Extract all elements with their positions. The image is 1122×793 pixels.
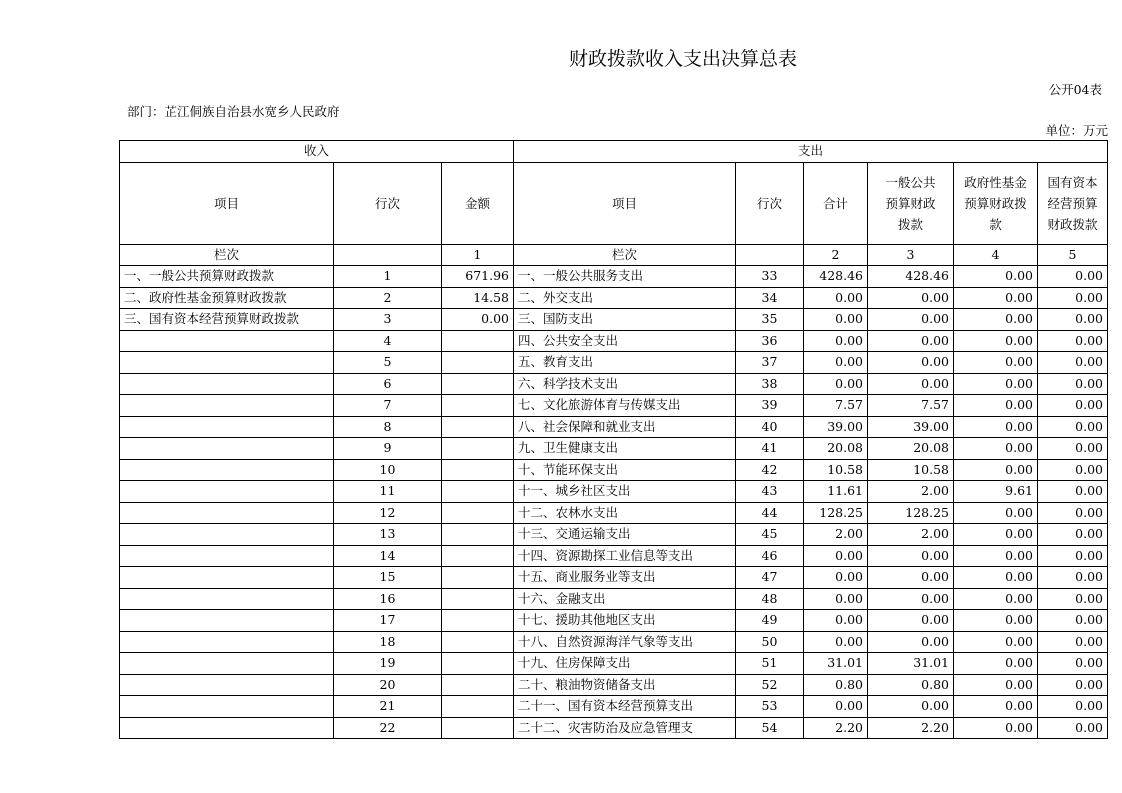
income-item	[120, 481, 334, 503]
total-amount: 0.00	[804, 287, 868, 309]
table-row	[120, 481, 1108, 503]
expense-item: 四、公共安全支出	[514, 330, 736, 352]
total-amount: 0.00	[804, 610, 868, 632]
income-amount	[442, 395, 514, 417]
state-capital-amount: 0.00	[1038, 610, 1108, 632]
form-number: 公开04表	[1048, 82, 1102, 97]
expense-row-no: 52	[736, 674, 804, 696]
state-capital-amount: 0.00	[1038, 438, 1108, 460]
general-budget-amount: 0.00	[868, 696, 954, 718]
expense-item: 十六、金融支出	[514, 588, 736, 610]
state-capital-amount: 0.00	[1038, 373, 1108, 395]
general-budget-amount: 2.00	[868, 524, 954, 546]
fund-budget-amount: 0.00	[954, 610, 1038, 632]
expense-row-no: 35	[736, 309, 804, 331]
income-item	[120, 653, 334, 675]
income-item	[120, 459, 334, 481]
income-item	[120, 545, 334, 567]
state-capital-amount: 0.00	[1038, 545, 1108, 567]
expense-row-no: 37	[736, 352, 804, 374]
state-capital-amount: 0.00	[1038, 416, 1108, 438]
page-title: 财政拨款收入支出决算总表	[569, 48, 798, 70]
total-amount: 11.61	[804, 481, 868, 503]
expense-row-no: 42	[736, 459, 804, 481]
fund-budget-amount: 0.00	[954, 459, 1038, 481]
income-item	[120, 567, 334, 589]
income-amount	[442, 674, 514, 696]
state-capital-amount: 0.00	[1038, 524, 1108, 546]
income-row-no: 5	[334, 352, 442, 374]
total-amount: 39.00	[804, 416, 868, 438]
expense-row-no: 49	[736, 610, 804, 632]
expense-row-no: 38	[736, 373, 804, 395]
expense-item: 十三、交通运输支出	[514, 524, 736, 546]
income-row-no: 21	[334, 696, 442, 718]
general-budget-amount: 0.00	[868, 287, 954, 309]
state-capital-amount: 0.00	[1038, 309, 1108, 331]
general-budget-amount: 10.58	[868, 459, 954, 481]
income-item-header: 项目	[120, 162, 334, 244]
total-amount: 128.25	[804, 502, 868, 524]
income-row-no: 18	[334, 631, 442, 653]
income-row-no: 9	[334, 438, 442, 460]
fund-budget-amount: 0.00	[954, 696, 1038, 718]
income-item	[120, 330, 334, 352]
table-row	[120, 352, 1108, 374]
income-row-no: 11	[334, 481, 442, 503]
unit-label: 单位：万元	[1045, 123, 1108, 138]
expense-row-no: 33	[736, 266, 804, 288]
expense-item: 八、社会保障和就业支出	[514, 416, 736, 438]
income-row-no: 8	[334, 416, 442, 438]
fund-budget-amount: 0.00	[954, 352, 1038, 374]
state-capital-amount: 0.00	[1038, 696, 1108, 718]
expense-row-no: 43	[736, 481, 804, 503]
expense-row-no: 34	[736, 287, 804, 309]
fund-budget-amount: 0.00	[954, 309, 1038, 331]
income-amount	[442, 653, 514, 675]
general-budget-amount: 0.00	[868, 352, 954, 374]
income-item	[120, 696, 334, 718]
expense-item: 二十一、国有资本经营预算支出	[514, 696, 736, 718]
income-amount	[442, 416, 514, 438]
state-capital-amount: 0.00	[1038, 674, 1108, 696]
income-header: 收入	[120, 141, 514, 163]
expense-row-no: 40	[736, 416, 804, 438]
fund-budget-amount: 0.00	[954, 287, 1038, 309]
expense-row-no: 41	[736, 438, 804, 460]
income-item: 一、一般公共预算财政拨款	[120, 266, 334, 288]
col-index-blank	[334, 244, 442, 266]
income-amount	[442, 696, 514, 718]
general-budget-amount: 0.00	[868, 309, 954, 331]
total-amount: 7.57	[804, 395, 868, 417]
income-item	[120, 717, 334, 739]
col-index-label: 栏次	[120, 244, 334, 266]
state-capital-amount: 0.00	[1038, 653, 1108, 675]
state-capital-amount: 0.00	[1038, 352, 1108, 374]
department-label: 部门：芷江侗族自治县水宽乡人民政府	[127, 104, 340, 119]
expense-row-no: 47	[736, 567, 804, 589]
fund-budget-amount: 0.00	[954, 588, 1038, 610]
fund-budget-amount: 0.00	[954, 395, 1038, 417]
total-amount: 0.00	[804, 631, 868, 653]
total-amount: 0.80	[804, 674, 868, 696]
income-amount	[442, 459, 514, 481]
income-amount	[442, 610, 514, 632]
table-row	[120, 653, 1108, 675]
general-budget-amount: 0.00	[868, 330, 954, 352]
table-row	[120, 631, 1108, 653]
expense-item: 十七、援助其他地区支出	[514, 610, 736, 632]
expense-row-no: 39	[736, 395, 804, 417]
fund-budget-amount: 0.00	[954, 717, 1038, 739]
income-row-no: 3	[334, 309, 442, 331]
income-row-no: 6	[334, 373, 442, 395]
expense-item: 二、外交支出	[514, 287, 736, 309]
income-row-no: 12	[334, 502, 442, 524]
income-row-no: 2	[334, 287, 442, 309]
general-budget-amount: 0.80	[868, 674, 954, 696]
general-budget-amount: 39.00	[868, 416, 954, 438]
header-row-2	[120, 162, 1108, 244]
general-budget-amount: 0.00	[868, 567, 954, 589]
expense-item: 十、节能环保支出	[514, 459, 736, 481]
expense-item: 五、教育支出	[514, 352, 736, 374]
expense-row-no: 46	[736, 545, 804, 567]
state-capital-amount: 0.00	[1038, 631, 1108, 653]
income-row-no: 16	[334, 588, 442, 610]
expense-row-no: 54	[736, 717, 804, 739]
state-capital-amount: 0.00	[1038, 459, 1108, 481]
fund-budget-amount: 0.00	[954, 567, 1038, 589]
expense-row-no: 51	[736, 653, 804, 675]
total-amount: 0.00	[804, 352, 868, 374]
income-amount: 671.96	[442, 266, 514, 288]
fund-budget-amount: 0.00	[954, 416, 1038, 438]
income-amount	[442, 545, 514, 567]
table-row	[120, 330, 1108, 352]
expense-row-no: 44	[736, 502, 804, 524]
income-item	[120, 438, 334, 460]
expense-row-no: 48	[736, 588, 804, 610]
col-index-exp-blank	[736, 244, 804, 266]
income-row-no-header: 行次	[334, 162, 442, 244]
state-capital-amount: 0.00	[1038, 395, 1108, 417]
income-row-no: 10	[334, 459, 442, 481]
income-row-no: 13	[334, 524, 442, 546]
general-budget-amount: 0.00	[868, 610, 954, 632]
income-item: 三、国有资本经营预算财政拨款	[120, 309, 334, 331]
expense-item: 十八、自然资源海洋气象等支出	[514, 631, 736, 653]
header-row-1	[120, 141, 1108, 163]
table-row	[120, 545, 1108, 567]
state-capital-amount: 0.00	[1038, 567, 1108, 589]
expense-item: 十四、资源勘探工业信息等支出	[514, 545, 736, 567]
income-item: 二、政府性基金预算财政拨款	[120, 287, 334, 309]
income-amount: 0.00	[442, 309, 514, 331]
col-index-2: 2	[804, 244, 868, 266]
income-amount	[442, 567, 514, 589]
state-capital-amount: 0.00	[1038, 481, 1108, 503]
income-item	[120, 502, 334, 524]
expense-item: 二十二、灾害防治及应急管理支	[514, 717, 736, 739]
expense-item: 三、国防支出	[514, 309, 736, 331]
table-row	[120, 287, 1108, 309]
expense-row-no: 36	[736, 330, 804, 352]
expense-item: 十九、住房保障支出	[514, 653, 736, 675]
expense-header: 支出	[514, 141, 1108, 163]
income-amount	[442, 373, 514, 395]
income-item	[120, 352, 334, 374]
expense-item: 七、文化旅游体育与传媒支出	[514, 395, 736, 417]
income-row-no: 22	[334, 717, 442, 739]
fund-budget-amount: 0.00	[954, 653, 1038, 675]
table-row	[120, 459, 1108, 481]
state-capital-amount: 0.00	[1038, 588, 1108, 610]
total-amount: 0.00	[804, 309, 868, 331]
col-index-1: 1	[442, 244, 514, 266]
expense-item: 九、卫生健康支出	[514, 438, 736, 460]
total-amount: 2.00	[804, 524, 868, 546]
total-amount: 0.00	[804, 588, 868, 610]
income-amount	[442, 524, 514, 546]
general-budget-amount: 128.25	[868, 502, 954, 524]
general-budget-header: 一般公共预算财政拨款	[868, 162, 954, 244]
income-item	[120, 588, 334, 610]
state-capital-amount: 0.00	[1038, 502, 1108, 524]
income-item	[120, 373, 334, 395]
income-item	[120, 524, 334, 546]
income-amount	[442, 631, 514, 653]
table-row	[120, 395, 1108, 417]
total-amount: 0.00	[804, 330, 868, 352]
income-amount	[442, 352, 514, 374]
fund-budget-amount: 0.00	[954, 373, 1038, 395]
income-row-no: 14	[334, 545, 442, 567]
income-amount	[442, 588, 514, 610]
expense-row-no: 50	[736, 631, 804, 653]
fund-budget-amount: 0.00	[954, 524, 1038, 546]
general-budget-amount: 0.00	[868, 545, 954, 567]
fund-budget-amount: 0.00	[954, 631, 1038, 653]
income-row-no: 15	[334, 567, 442, 589]
income-amount	[442, 502, 514, 524]
income-item	[120, 416, 334, 438]
state-capital-amount: 0.00	[1038, 717, 1108, 739]
income-amount	[442, 717, 514, 739]
table-row	[120, 309, 1108, 331]
expense-item: 十五、商业服务业等支出	[514, 567, 736, 589]
total-amount: 2.20	[804, 717, 868, 739]
income-row-no: 7	[334, 395, 442, 417]
expense-row-no-header: 行次	[736, 162, 804, 244]
income-amount: 14.58	[442, 287, 514, 309]
col-index-4: 4	[954, 244, 1038, 266]
income-row-no: 19	[334, 653, 442, 675]
income-amount-header: 金额	[442, 162, 514, 244]
income-item	[120, 395, 334, 417]
general-budget-amount: 2.20	[868, 717, 954, 739]
total-amount: 0.00	[804, 696, 868, 718]
total-amount: 428.46	[804, 266, 868, 288]
income-amount	[442, 438, 514, 460]
general-budget-amount: 0.00	[868, 373, 954, 395]
general-budget-amount: 428.46	[868, 266, 954, 288]
table-row	[120, 373, 1108, 395]
table-row	[120, 524, 1108, 546]
table-row	[120, 567, 1108, 589]
expense-row-no: 45	[736, 524, 804, 546]
table-row	[120, 266, 1108, 288]
total-amount: 0.00	[804, 373, 868, 395]
table-row	[120, 502, 1108, 524]
col-index-3: 3	[868, 244, 954, 266]
table-row	[120, 674, 1108, 696]
income-item	[120, 674, 334, 696]
total-amount: 31.01	[804, 653, 868, 675]
expense-item: 一、一般公共服务支出	[514, 266, 736, 288]
table-row	[120, 717, 1108, 739]
expense-item: 十一、城乡社区支出	[514, 481, 736, 503]
total-header: 合计	[804, 162, 868, 244]
fund-budget-amount: 0.00	[954, 266, 1038, 288]
total-amount: 20.08	[804, 438, 868, 460]
income-amount	[442, 330, 514, 352]
table-row	[120, 438, 1108, 460]
general-budget-amount: 0.00	[868, 588, 954, 610]
general-budget-amount: 31.01	[868, 653, 954, 675]
total-amount: 10.58	[804, 459, 868, 481]
income-row-no: 1	[334, 266, 442, 288]
income-row-no: 17	[334, 610, 442, 632]
general-budget-amount: 20.08	[868, 438, 954, 460]
fund-budget-amount: 0.00	[954, 674, 1038, 696]
income-amount	[442, 481, 514, 503]
general-budget-amount: 2.00	[868, 481, 954, 503]
fund-budget-amount: 0.00	[954, 545, 1038, 567]
fund-budget-amount: 9.61	[954, 481, 1038, 503]
income-row-no: 4	[334, 330, 442, 352]
state-capital-amount: 0.00	[1038, 266, 1108, 288]
budget-summary-table	[119, 140, 1108, 739]
state-capital-amount: 0.00	[1038, 287, 1108, 309]
expense-item: 十二、农林水支出	[514, 502, 736, 524]
col-index-5: 5	[1038, 244, 1108, 266]
expense-item-header: 项目	[514, 162, 736, 244]
column-index-row	[120, 244, 1108, 266]
total-amount: 0.00	[804, 567, 868, 589]
income-row-no: 20	[334, 674, 442, 696]
expense-item: 六、科学技术支出	[514, 373, 736, 395]
state-capital-header: 国有资本经营预算财政拨款	[1038, 162, 1108, 244]
table-row	[120, 696, 1108, 718]
fund-budget-header: 政府性基金预算财政拨款	[954, 162, 1038, 244]
fund-budget-amount: 0.00	[954, 502, 1038, 524]
col-index-exp-label: 栏次	[514, 244, 736, 266]
income-item	[120, 610, 334, 632]
total-amount: 0.00	[804, 545, 868, 567]
fund-budget-amount: 0.00	[954, 438, 1038, 460]
general-budget-amount: 7.57	[868, 395, 954, 417]
state-capital-amount: 0.00	[1038, 330, 1108, 352]
expense-row-no: 53	[736, 696, 804, 718]
table-row	[120, 588, 1108, 610]
table-row	[120, 610, 1108, 632]
expense-item: 二十、粮油物资储备支出	[514, 674, 736, 696]
table-row	[120, 416, 1108, 438]
general-budget-amount: 0.00	[868, 631, 954, 653]
fund-budget-amount: 0.00	[954, 330, 1038, 352]
income-item	[120, 631, 334, 653]
